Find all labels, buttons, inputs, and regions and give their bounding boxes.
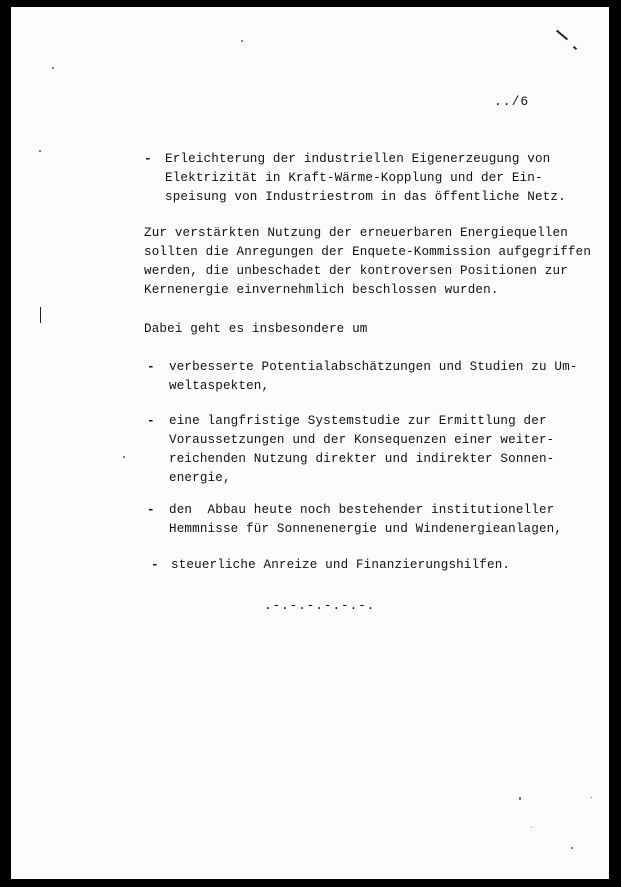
text-line: Erleichterung der industriellen Eigenerzeugung von	[165, 152, 551, 166]
bullet-dash: -	[147, 360, 155, 374]
scan-speck	[39, 150, 41, 152]
corner-mark	[556, 30, 568, 41]
list-item	[147, 501, 562, 539]
bullet-dash: -	[144, 152, 152, 166]
bullet-dash: -	[151, 558, 159, 572]
list-item-text	[171, 556, 510, 575]
bullet-dash: -	[147, 503, 155, 517]
margin-mark	[40, 307, 41, 323]
list-item	[147, 358, 578, 396]
text-line: werden, die unbeschadet der kontroversen Positionen zur	[144, 264, 568, 278]
text-line: steuerliche Anreize und Finanzierungshilfen.	[171, 558, 511, 572]
scan-speck	[123, 456, 125, 458]
text-line: Kernenergie einvernehmlich beschlossen wurden.	[144, 283, 499, 297]
scan-speck	[591, 797, 592, 798]
text-line: Voraussetzungen und der Konsequenzen einer weiter-	[169, 433, 555, 447]
corner-mark	[573, 46, 577, 50]
page-reference: ../6	[494, 94, 530, 109]
text-line: Hemmnisse für Sonnenenergie und Windenergieanlagen,	[169, 522, 563, 536]
list-item	[147, 412, 554, 488]
text-line: verbesserte Potentialabschätzungen und Studien zu Um-	[169, 360, 578, 374]
scan-speck	[519, 797, 521, 800]
paragraph	[144, 320, 368, 339]
text-line: Elektrizität in Kraft-Wärme-Kopplung und der Ein-	[165, 171, 543, 185]
text-line: reichenden Nutzung direkter und indirekter Sonnen-	[169, 452, 555, 466]
scan-speck	[531, 827, 532, 828]
list-item	[151, 556, 510, 575]
text-line: energie,	[169, 471, 231, 485]
list-item-text	[169, 358, 578, 396]
scan-speck	[52, 67, 54, 69]
list-item-text	[169, 412, 554, 488]
scan-speck	[241, 40, 243, 42]
scan-speck	[571, 847, 573, 849]
text-line: Zur verstärkten Nutzung der erneuerbaren Energiequellen	[144, 226, 568, 240]
paragraph	[144, 224, 591, 300]
text-line: den Abbau heute noch bestehender institutioneller	[169, 503, 555, 517]
list-item	[144, 150, 566, 207]
text-line: speisung von Industriestrom in das öffentliche Netz.	[165, 190, 566, 204]
list-item-text	[169, 501, 562, 539]
text-line: weltaspekten,	[169, 379, 270, 393]
section-separator: .-.-.-.-.-.-.	[264, 599, 376, 613]
document-page	[11, 7, 609, 879]
list-item-text	[165, 150, 566, 207]
text-line: eine langfristige Systemstudie zur Ermittlung der	[169, 414, 547, 428]
text-line: sollten die Anregungen der Enquete-Kommission aufgegriffen	[144, 245, 592, 259]
bullet-dash: -	[147, 414, 155, 428]
text-line: Dabei geht es insbesondere um	[144, 322, 368, 336]
